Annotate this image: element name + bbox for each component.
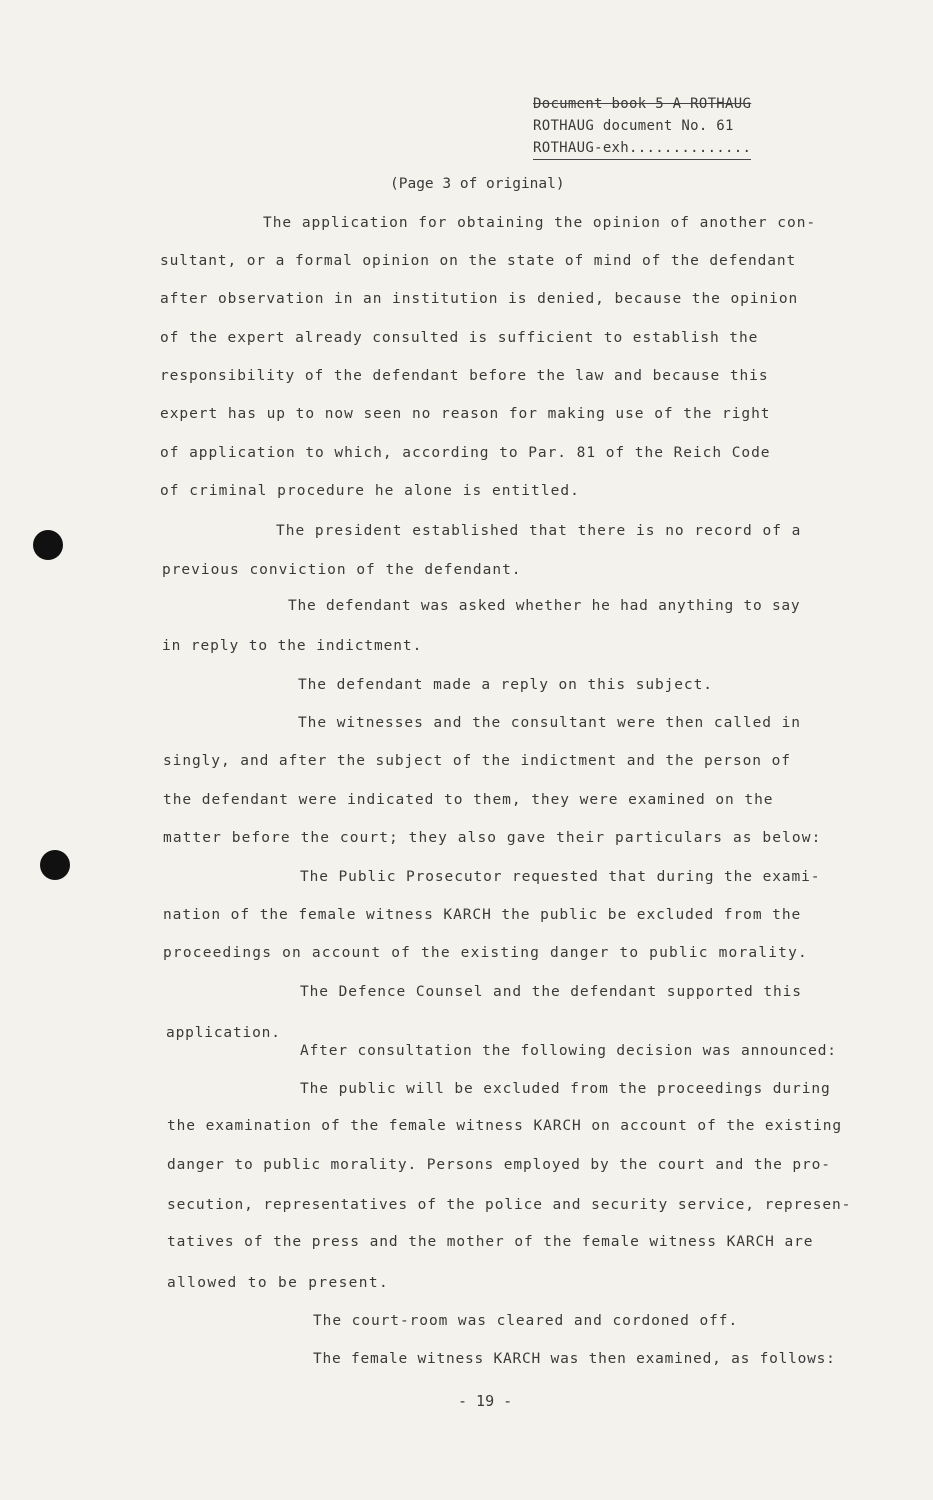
text-line: tatives of the press and the mother of the female witness KARCH are xyxy=(167,1234,814,1250)
text-line: expert has up to now seen no reason for making use of the right xyxy=(160,406,771,422)
text-line: secution, representatives of the police and security service, represen- xyxy=(167,1197,852,1213)
text-line: The court-room was cleared and cordoned off. xyxy=(313,1313,739,1329)
punch-hole xyxy=(40,850,70,880)
text-line: of application to which, according to Par. 81 of the Reich Code xyxy=(160,445,771,461)
text-line: The application for obtaining the opinion of another con- xyxy=(263,215,817,231)
text-line: proceedings on account of the existing danger to public morality. xyxy=(163,945,808,961)
text-line: the examination of the female witness KARCH on account of the existing xyxy=(167,1118,843,1134)
text-line: application. xyxy=(166,1025,281,1041)
page-number: - 19 - xyxy=(458,1392,513,1410)
text-line: of the expert already consulted is sufficient to establish the xyxy=(160,330,759,346)
text-line: The witnesses and the consultant were then called in xyxy=(298,715,801,731)
text-line: sultant, or a formal opinion on the state of mind of the defendant xyxy=(160,253,797,269)
text-line: nation of the female witness KARCH the public be excluded from the xyxy=(163,907,802,923)
text-line: The Public Prosecutor requested that during the exami- xyxy=(300,869,821,885)
text-line: of criminal procedure he alone is entitled. xyxy=(160,483,580,499)
text-line: in reply to the indictment. xyxy=(162,638,423,654)
text-line: The president established that there is no record of a xyxy=(276,523,802,539)
header-line-1: Document book 5 A ROTHAUG xyxy=(533,96,752,112)
text-line: The Defence Counsel and the defendant supported this xyxy=(300,984,802,1000)
text-line: singly, and after the subject of the indictment and the person of xyxy=(163,753,791,769)
text-line: after observation in an institution is denied, because the opinion xyxy=(160,291,799,307)
text-line: The defendant made a reply on this subject. xyxy=(298,677,713,693)
header-line-2: ROTHAUG document No. 61 xyxy=(533,118,734,134)
punch-hole xyxy=(33,530,63,560)
text-line: danger to public morality. Persons employed by the court and the pro- xyxy=(167,1157,831,1173)
text-line: previous conviction of the defendant. xyxy=(162,562,522,578)
text-line: The defendant was asked whether he had anything to say xyxy=(288,598,801,614)
text-line: The public will be excluded from the proceedings during xyxy=(300,1081,831,1097)
document-header xyxy=(533,93,751,160)
text-line: allowed to be present. xyxy=(167,1275,390,1291)
text-line: matter before the court; they also gave their particulars as below: xyxy=(163,830,822,846)
text-line: responsibility of the defendant before the law and because this xyxy=(160,368,769,384)
header-line-3: ROTHAUG-exh.............. xyxy=(533,137,751,160)
text-line: The female witness KARCH was then examined, as follows: xyxy=(313,1351,836,1367)
text-line: the defendant were indicated to them, they were examined on the xyxy=(163,792,774,808)
page-reference: (Page 3 of original) xyxy=(390,176,565,192)
text-line: After consultation the following decision was announced: xyxy=(300,1043,837,1059)
